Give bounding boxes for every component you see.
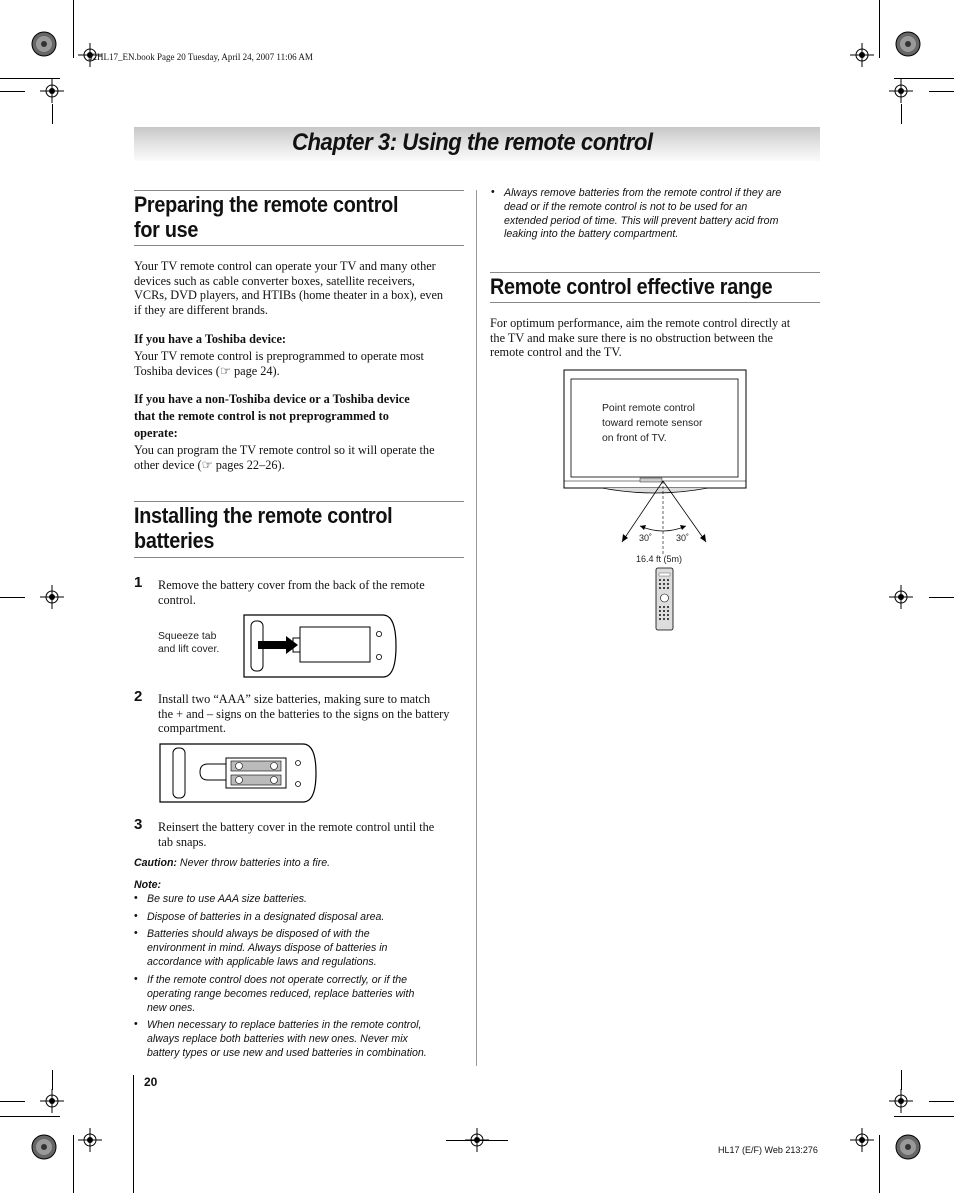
bullet-icon: • bbox=[134, 910, 138, 922]
bullet-icon: • bbox=[134, 927, 138, 939]
column-divider bbox=[476, 190, 477, 1066]
bullet-icon: • bbox=[134, 892, 138, 904]
section-rule-top bbox=[490, 272, 820, 273]
diagram-label-squeeze: Squeeze tab and lift cover. bbox=[158, 631, 220, 655]
step-number: 2 bbox=[134, 688, 143, 705]
non-toshiba-heading: If you have a non-Toshiba device or a Toshiba device that the remote control is not preprogrammed to operate: bbox=[134, 392, 410, 440]
step-text: Install two “AAA” size batteries, making sure to match the + and – signs on the batteries to the signs on the battery compartment. bbox=[158, 692, 450, 736]
note-label: Note: bbox=[134, 879, 162, 891]
tv-instruction-label: Point remote control toward remote sensor on front of TV. bbox=[602, 403, 703, 444]
list-item: Batteries should always be disposed of with the environment in mind. Always dispose of batteries in accordance with applicable laws and regulations. bbox=[147, 928, 388, 968]
page-number-rule bbox=[133, 1075, 134, 1193]
toshiba-heading: If you have a Toshiba device: bbox=[134, 332, 287, 346]
section-rule-top bbox=[134, 190, 464, 191]
caution-text: Never throw batteries into a fire. bbox=[176, 857, 331, 869]
list-item: Be sure to use AAA size batteries. bbox=[147, 893, 307, 905]
caution-label: Caution: bbox=[134, 857, 177, 869]
list-item: If the remote control does not operate correctly, or if the operating range becomes reduced, replace batteries with new ones. bbox=[147, 974, 415, 1014]
angle-right-label: 30˚ bbox=[676, 533, 690, 543]
section-rule-bottom bbox=[134, 557, 464, 558]
step-number: 1 bbox=[134, 574, 143, 591]
section-title-installing: Installing the remote control batteries bbox=[134, 503, 393, 553]
chapter-title: Chapter 3: Using the remote control bbox=[292, 129, 653, 156]
list-item: Dispose of batteries in a designated disposal area. bbox=[147, 911, 385, 923]
section-rule-bottom bbox=[490, 302, 820, 303]
toshiba-text: Your TV remote control is preprogrammed to operate most Toshiba devices (☞ page 24). bbox=[134, 349, 424, 378]
list-item: When necessary to replace batteries in the remote control, always replace both batteries with new ones. Never mix battery types or use new and used batteries in combination. bbox=[147, 1019, 427, 1059]
section-rule-top bbox=[134, 501, 464, 502]
non-toshiba-text: You can program the TV remote control so it will operate the other device (☞ pages 22–26). bbox=[134, 443, 435, 472]
page-number: 20 bbox=[144, 1075, 158, 1089]
section-rule-bottom bbox=[134, 245, 464, 246]
bullet-icon: • bbox=[134, 1018, 138, 1030]
step-number: 3 bbox=[134, 816, 143, 833]
intro-paragraph: Your TV remote control can operate your TV and many other devices such as cable converter boxes, satellite receivers, VCRs, DVD players, and HTIBs (home theater in a box), even if they are different brands. bbox=[134, 259, 444, 317]
battery-cover-diagram bbox=[238, 613, 400, 679]
section-title-preparing: Preparing the remote control for use bbox=[134, 192, 399, 242]
bullet-icon: • bbox=[491, 186, 495, 198]
document-code: HL17 (E/F) Web 213:276 bbox=[718, 1145, 818, 1155]
angle-left-label: 30˚ bbox=[639, 533, 653, 543]
bullet-icon: • bbox=[134, 973, 138, 985]
range-paragraph: For optimum performance, aim the remote control directly at the TV and make sure there is no obstruction between the remote control and the TV. bbox=[490, 316, 791, 360]
distance-label: 16.4 ft (5m) bbox=[636, 554, 683, 564]
file-info-line: 32HL17_EN.book Page 20 Tuesday, April 24, 2007 11:06 AM bbox=[88, 52, 313, 62]
step-text: Remove the battery cover from the back of the remote control. bbox=[158, 578, 425, 607]
section-title-range: Remote control effective range bbox=[490, 274, 773, 299]
battery-removal-note: Always remove batteries from the remote control if they are dead or if the remote control is not to be used for an extended period of time. This will prevent battery acid from leaking into the battery compartment. bbox=[504, 187, 782, 241]
step-text: Reinsert the battery cover in the remote control until the tab snaps. bbox=[158, 820, 435, 849]
battery-compartment-diagram bbox=[158, 742, 320, 806]
caution-line bbox=[134, 857, 330, 871]
